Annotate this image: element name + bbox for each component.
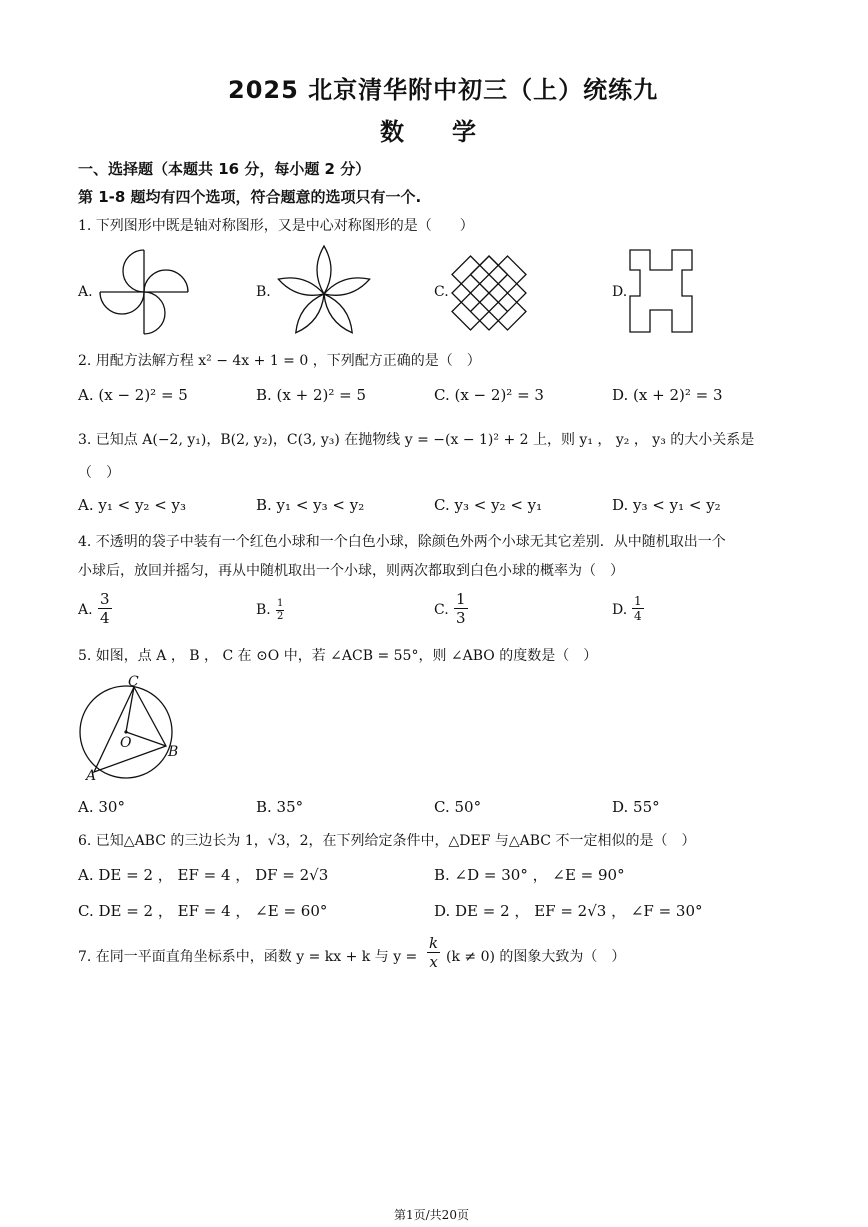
question-3-stem: 3. 已知点 A(−2, y₁)，B(2, y₂)，C(3, y₃) 在抛物线 y = −(x − 1)² + 2 上，则 y₁ ， y₂ ， y₃ 的大小关系是 [78,432,755,448]
section-heading: 一、选择题（本题共 16 分，每小题 2 分） [78,160,371,178]
fraction-numerator: 1 [456,590,466,608]
q5-option-d: D. 55° [612,798,660,816]
q6-option-a: A. DE = 2 ， EF = 4 ， DF = 2√3 [78,866,329,884]
q6-option-d: D. DE = 2 ， EF = 2√3 ， ∠F = 30° [434,902,703,920]
q5-option-a: A. 30° [78,798,125,816]
point-o-label: O [120,735,132,751]
q3-option-d: D. y₃ < y₁ < y₂ [612,496,721,514]
q4-option-a-label: A. [78,602,93,618]
fraction-denominator: 4 [634,609,642,623]
q1-option-d-label: D. [612,284,628,300]
question-3-stem-cont: （ ） [78,465,120,481]
q2-option-a: A. (x − 2)² = 5 [78,386,188,404]
question-4-stem: 4. 不透明的袋子中装有一个红色小球和一个白色小球，除颜色外两个小球无其它差别．从中随机取出一个 [78,534,726,550]
page-number: 第1页/共20页 [394,1208,469,1222]
q3-option-a: A. y₁ < y₂ < y₃ [78,496,187,514]
page-title: 2025 北京清华附中初三（上）统练九 [228,76,659,104]
point-b-label: B [168,744,179,760]
fraction-denominator: 2 [277,611,284,622]
fraction-numerator: 1 [634,594,642,608]
subject-title: 数 学 [380,118,476,146]
q6-option-c: C. DE = 2 ， EF = 4 ， ∠E = 60° [78,902,328,920]
fraction-denominator: x [429,953,438,971]
question-7-stem: 7. 在同一平面直角坐标系中，函数 y = kx + k 与 y = [78,949,418,965]
five-petal-flower-figure [272,244,376,340]
q3-option-c: C. y₃ < y₂ < y₁ [434,496,543,514]
question-7-stem-cont: (k ≠ 0) 的图象大致为（ ） [446,949,626,965]
castle-shape-figure [628,248,694,334]
pinwheel-figure [96,244,192,340]
q4-option-c-label: C. [434,602,449,618]
section-note: 第 1-8 题均有四个选项，符合题意的选项只有一个. [78,188,422,206]
q2-option-d: D. (x + 2)² = 3 [612,386,723,404]
question-2-stem: 2. 用配方法解方程 x² − 4x + 1 = 0 ，下列配方正确的是（ ） [78,353,481,369]
diamond-grid-figure [450,254,528,332]
question-1-stem: 1. 下列图形中既是轴对称图形，又是中心对称图形的是（ ） [78,218,474,234]
point-a-label: A [86,768,97,784]
question-5-stem: 5. 如图，点 A ， B ， C 在 ⊙O 中，若 ∠ACB = 55°，则 ∠ABO 的度数是（ ） [78,648,598,664]
fraction-numerator: 3 [100,590,110,608]
q1-option-c-label: C. [434,284,449,300]
q2-option-b: B. (x + 2)² = 5 [256,386,367,404]
question-6-stem: 6. 已知△ABC 的三边长为 1，√3，2，在下列给定条件中，△DEF 与△ABC 不一定相似的是（ ） [78,833,696,849]
question-4-stem-cont: 小球后，放回并摇匀，再从中随机取出一个小球，则两次都取到白色小球的概率为（ ） [78,563,624,579]
q4-option-a-fraction [98,590,112,627]
fraction-numerator: 1 [277,598,284,609]
q4-option-c-fraction [454,590,468,627]
q2-option-c: C. (x − 2)² = 3 [434,386,544,404]
q5-option-b: B. 35° [256,798,304,816]
q6-option-b: B. ∠D = 30° ， ∠E = 90° [434,866,625,884]
point-c-label: C [128,674,139,690]
q7-fraction [427,934,440,971]
q4-option-d-label: D. [612,602,628,618]
fraction-denominator: 4 [100,609,110,627]
q4-option-b-label: B. [256,602,271,618]
q1-option-b-label: B. [256,284,271,300]
q4-option-d-fraction [632,594,644,623]
q4-option-b-fraction [276,598,284,623]
q1-option-a-label: A. [78,284,93,300]
fraction-numerator: k [429,934,439,952]
q3-option-b: B. y₁ < y₃ < y₂ [256,496,365,514]
q5-option-c: C. 50° [434,798,482,816]
fraction-denominator: 3 [456,609,466,627]
